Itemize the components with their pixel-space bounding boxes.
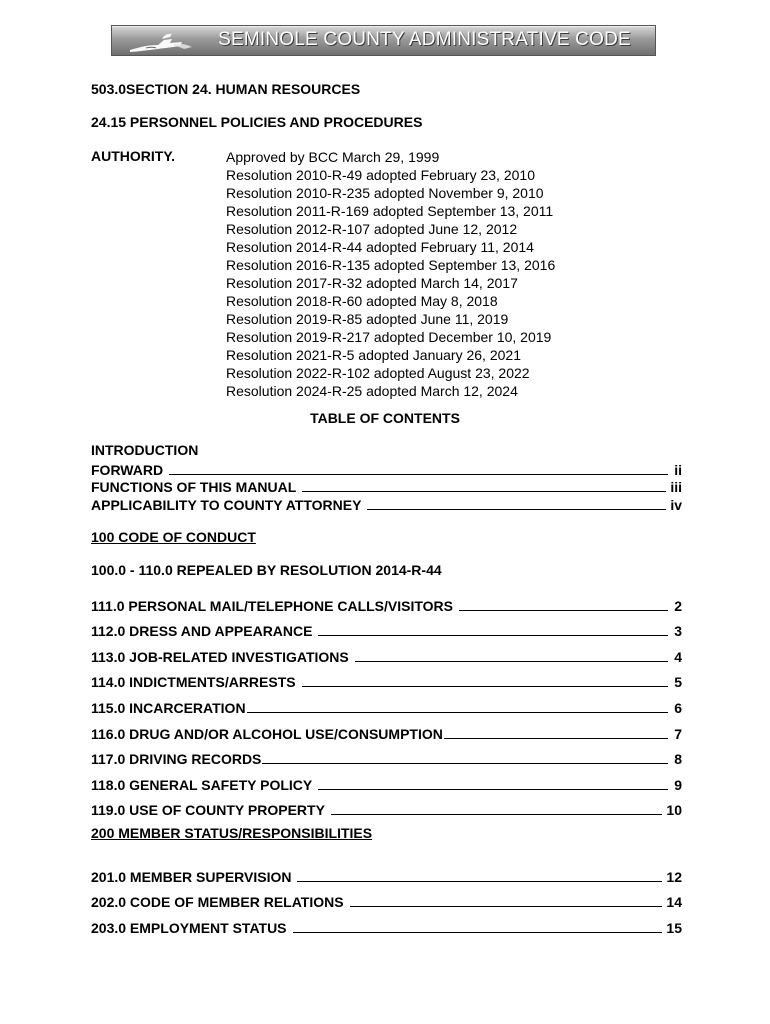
toc-intro-list (91, 460, 682, 513)
toc-leader-line (293, 931, 663, 933)
toc-leader-line (444, 737, 668, 739)
toc-entry-page: 14 (666, 894, 682, 910)
toc-entry-119[interactable] (91, 793, 682, 819)
toc-entry-page: 7 (674, 725, 682, 742)
toc-entry-label: 201.0 MEMBER SUPERVISION (91, 868, 292, 885)
authority-line: Resolution 2022-R-102 adopted August 23, 2022 (226, 365, 530, 381)
toc-entry-113[interactable] (91, 639, 682, 665)
toc-leader-line (318, 634, 668, 636)
toc-entry-label: 203.0 EMPLOYMENT STATUS (91, 919, 287, 936)
authority-line: Resolution 2012-R-107 adopted June 12, 2012 (226, 221, 518, 237)
toc-entry-label: FORWARD (91, 461, 164, 478)
toc-entry-114[interactable] (91, 665, 682, 691)
toc-entry-page: 2 (674, 597, 682, 614)
authority-line: Resolution 2019-R-217 adopted December 10, 2019 (226, 329, 552, 345)
authority-line: Resolution 2014-R-44 adopted February 11, 2014 (226, 239, 534, 255)
toc-group-100-heading: 100 CODE OF CONDUCT (91, 529, 256, 545)
toc-entry-label: APPLICABILITY TO COUNTY ATTORNEY (91, 496, 362, 513)
toc-entry-page: 3 (674, 623, 682, 640)
toc-entry-label: 118.0 GENERAL SAFETY POLICY (91, 776, 313, 793)
toc-entry-page: 6 (674, 699, 682, 716)
toc-entry-202[interactable] (91, 885, 682, 911)
authority-list (226, 148, 555, 400)
toc-entry-functions[interactable] (91, 478, 682, 496)
toc-entry-116[interactable] (91, 716, 682, 742)
toc-entry-label: 202.0 CODE OF MEMBER RELATIONS (91, 894, 344, 910)
toc-entry-page: ii (674, 461, 682, 478)
county-logo-icon (126, 28, 206, 54)
toc-group-200-list (91, 859, 682, 936)
toc-entry-117[interactable] (91, 742, 682, 768)
toc-leader-line (302, 685, 668, 687)
toc-leader-line (318, 788, 668, 790)
authority-line: Resolution 2019-R-85 adopted June 11, 2019 (226, 311, 509, 327)
authority-label: AUTHORITY. (91, 148, 175, 164)
toc-leader-line (169, 473, 668, 475)
authority-line: Resolution 2024-R-25 adopted March 12, 2024 (226, 383, 518, 399)
toc-entry-page: 4 (674, 648, 682, 665)
toc-entry-201[interactable] (91, 859, 682, 885)
authority-line: Resolution 2010-R-235 adopted November 9, 2010 (226, 185, 544, 201)
authority-line: Resolution 2018-R-60 adopted May 8, 2018 (226, 293, 498, 309)
toc-entry-page: 12 (666, 868, 682, 885)
toc-group-200-heading: 200 MEMBER STATUS/RESPONSIBILITIES (91, 825, 373, 841)
banner-title: SEMINOLE COUNTY ADMINISTRATIVE CODE (218, 29, 631, 50)
toc-entry-label: 113.0 JOB-RELATED INVESTIGATIONS (91, 648, 349, 665)
toc-leader-line (247, 711, 668, 713)
toc-entry-page: 8 (674, 751, 682, 768)
toc-entry-203[interactable] (91, 910, 682, 936)
toc-intro-heading: INTRODUCTION (91, 442, 199, 458)
toc-entry-112[interactable] (91, 614, 682, 640)
toc-title: TABLE OF CONTENTS (310, 410, 460, 426)
toc-entry-label: FUNCTIONS OF THIS MANUAL (91, 479, 297, 495)
toc-entry-page: 5 (674, 674, 682, 691)
policy-heading: 24.15 PERSONNEL POLICIES AND PROCEDURES (91, 114, 423, 130)
toc-entry-label: 115.0 INCARCERATION (91, 699, 246, 716)
authority-line: Resolution 2010-R-49 adopted February 23, 2010 (226, 167, 535, 183)
authority-line: Resolution 2016-R-135 adopted September 13, 2016 (226, 257, 556, 273)
toc-leader-line (355, 660, 668, 662)
toc-entry-page: 15 (666, 919, 682, 936)
toc-repealed-note: 100.0 - 110.0 REPEALED BY RESOLUTION 2014-R-44 (91, 562, 442, 578)
authority-line: Approved by BCC March 29, 1999 (226, 149, 440, 165)
toc-entry-label: 111.0 PERSONAL MAIL/TELEPHONE CALLS/VISITORS (91, 597, 454, 614)
toc-leader-line (350, 905, 663, 907)
toc-entry-page: iii (670, 479, 682, 495)
toc-entry-label: 114.0 INDICTMENTS/ARRESTS (91, 674, 296, 691)
toc-leader-line (302, 490, 666, 492)
toc-entry-115[interactable] (91, 690, 682, 716)
toc-entry-page: 9 (674, 776, 682, 793)
toc-entry-forward[interactable] (91, 460, 682, 478)
toc-entry-118[interactable] (91, 767, 682, 793)
toc-leader-line (297, 880, 662, 882)
toc-leader-line (459, 609, 668, 611)
toc-entry-label: 117.0 DRIVING RECORDS (91, 751, 262, 768)
section-heading: 503.0SECTION 24. HUMAN RESOURCES (91, 81, 361, 97)
header-banner (111, 25, 656, 56)
toc-leader-line (331, 813, 663, 815)
toc-entry-label: 116.0 DRUG AND/OR ALCOHOL USE/CONSUMPTION (91, 725, 443, 742)
toc-entry-page: iv (670, 496, 682, 513)
authority-line: Resolution 2021-R-5 adopted January 26, 2021 (226, 347, 521, 363)
toc-entry-label: 112.0 DRESS AND APPEARANCE (91, 623, 313, 640)
toc-entry-label: 119.0 USE OF COUNTY PROPERTY (91, 802, 325, 819)
toc-leader-line (262, 762, 668, 764)
authority-line: Resolution 2017-R-32 adopted March 14, 2017 (226, 275, 518, 291)
authority-line: Resolution 2011-R-169 adopted September 13, 2011 (226, 203, 554, 219)
toc-entry-applicability[interactable] (91, 495, 682, 513)
toc-group-100-list (91, 588, 682, 818)
toc-entry-page: 10 (666, 802, 682, 819)
toc-entry-111[interactable] (91, 588, 682, 614)
toc-leader-line (367, 508, 666, 510)
